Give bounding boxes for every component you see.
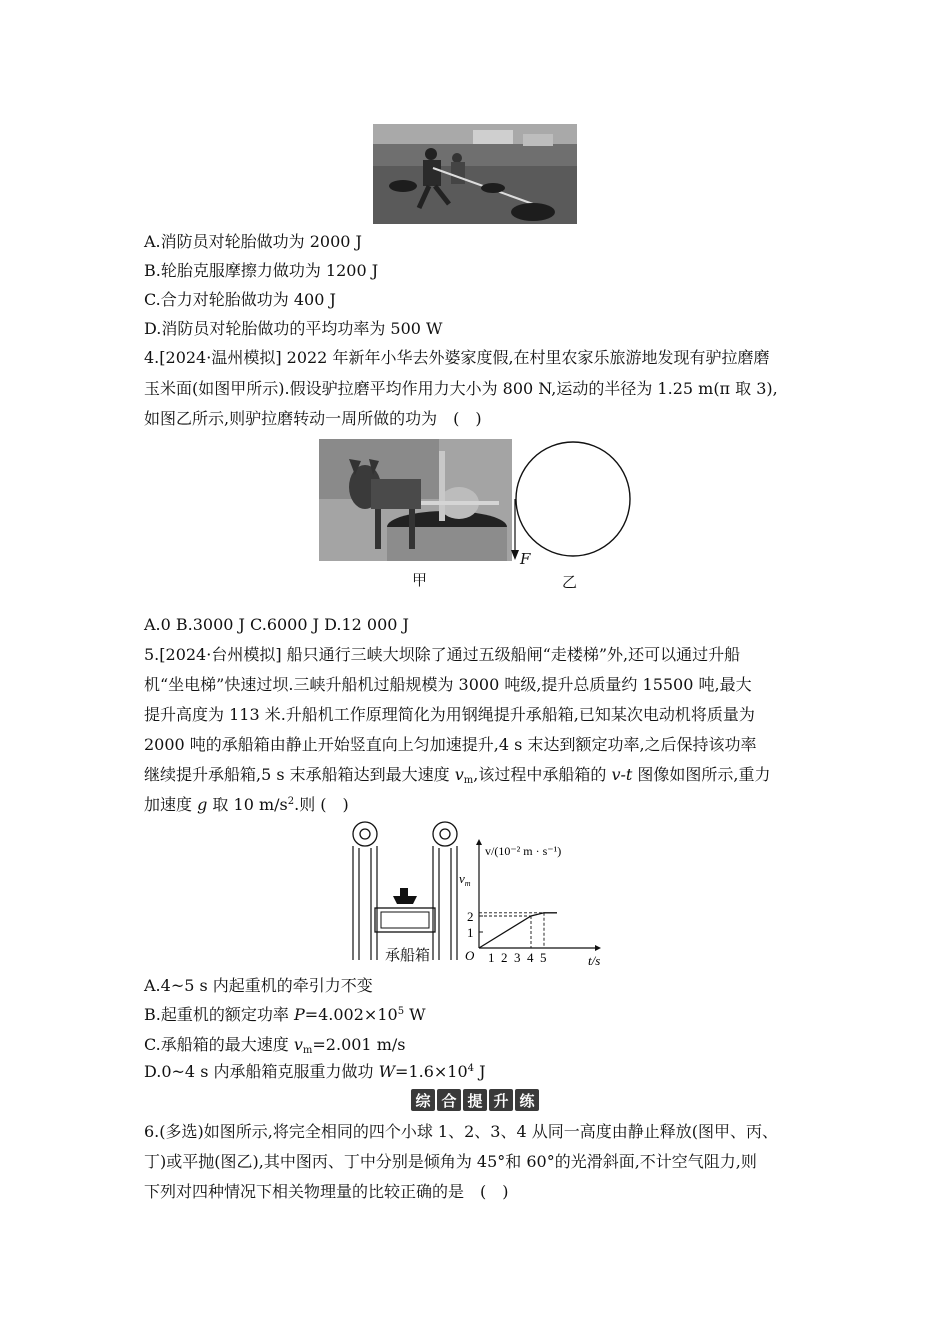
force-label: F xyxy=(520,550,531,568)
force-arrow-head xyxy=(511,550,519,560)
q5-line5-sub: m xyxy=(463,775,474,786)
figure-label-jia: 甲 xyxy=(412,571,428,589)
q5-text-line-4: 2000 吨的承船箱由静止开始竖直向上匀加速提升,4 s 末达到额定功率,之后保持该功率 xyxy=(144,735,757,754)
q5-option-c xyxy=(144,1035,405,1055)
q4-options: A.0 B.3000 J C.6000 J D.12 000 J xyxy=(144,615,409,634)
q5-option-d-var: W xyxy=(378,1062,396,1081)
q4-text-line-1: 4.[2024·温州模拟] 2022 年新年小华去外婆家度假,在村里农家乐旅游地发现有驴拉磨磨 xyxy=(144,348,770,367)
q5-option-d-unit: J xyxy=(474,1062,486,1081)
q5-text-line-3: 提升高度为 113 米.升船机工作原理简化为用钢绳提升承船箱,已知某次电动机将质量为 xyxy=(144,705,755,724)
q5-text-line-6 xyxy=(144,795,349,815)
q5-option-a: A.4~5 s 内起重机的牵引力不变 xyxy=(144,976,373,995)
q5-option-c-var: v xyxy=(293,1035,303,1054)
vm-label-v: v xyxy=(459,871,465,886)
firefighter-tire-photo xyxy=(373,124,577,224)
section-char-2: 合 xyxy=(437,1089,461,1111)
q3-option-d: D.消防员对轮胎做功的平均功率为 500 W xyxy=(144,319,443,338)
q6-text-line-2: 丁)或平抛(图乙),其中图丙、丁中分别是倾角为 45°和 60°的光滑斜面,不计空气阻力,则 xyxy=(144,1152,757,1171)
q4-text-line-3: 如图乙所示,则驴拉磨转动一周所做的功为 ( ) xyxy=(144,409,482,428)
vm-label xyxy=(459,871,471,888)
q4-text-line-2: 玉米面(如图甲所示).假设驴拉磨平均作用力大小为 800 N,运动的半径为 1.25 m(π 取 3), xyxy=(144,379,778,398)
q5-line6-mid: 取 10 m/s xyxy=(207,795,288,814)
q5-option-b-val: =4.002×10 xyxy=(304,1005,398,1024)
section-char-1: 综 xyxy=(411,1089,435,1111)
q5-line5-vt: v-t xyxy=(611,765,633,784)
q5-option-b-var: P xyxy=(293,1005,305,1024)
q5-option-d-sup: 4 xyxy=(467,1063,475,1074)
q5-option-c-pre: C.承船箱的最大速度 xyxy=(144,1035,294,1054)
q5-line6-g: g xyxy=(197,795,208,814)
circle-diagram xyxy=(505,428,640,568)
q5-line6-sup: 2 xyxy=(287,796,295,807)
origin-label: O xyxy=(465,948,475,963)
q6-text-line-3: 下列对四种情况下相关物理量的比较正确的是 ( ) xyxy=(144,1182,509,1201)
x-tick-label: 3 xyxy=(514,950,521,965)
q5-line6-pre: 加速度 xyxy=(144,795,198,814)
section-char-5: 练 xyxy=(515,1089,539,1111)
vm-label-sub: m xyxy=(464,879,471,888)
q5-line5-mid: ,该过程中承船箱的 xyxy=(473,765,612,784)
x-tick-label: 5 xyxy=(540,950,547,965)
q5-option-b-unit: W xyxy=(404,1005,426,1024)
q5-option-d-pre: D.0~4 s 内承船箱克服重力做功 xyxy=(144,1062,379,1081)
q3-option-c: C.合力对轮胎做功为 400 J xyxy=(144,290,336,309)
motion-circle xyxy=(516,442,630,556)
q5-line5-post: 图像如图所示,重力 xyxy=(632,765,771,784)
q6-text-line-1: 6.(多选)如图所示,将完全相同的四个小球 1、2、3、4 从同一高度由静止释放(图甲、丙、 xyxy=(144,1122,778,1141)
q3-option-a: A.消防员对轮胎做功为 2000 J xyxy=(144,232,362,251)
donkey-mill-photo xyxy=(319,439,512,561)
q5-line5-pre: 继续提升承船箱,5 s 末承船箱达到最大速度 xyxy=(144,765,455,784)
box-label: 承船箱 xyxy=(385,946,431,964)
x-axis-label: t/s xyxy=(588,953,601,968)
section-char-3: 提 xyxy=(463,1089,487,1111)
y-axis-arrow xyxy=(476,839,482,845)
q5-text-line-2: 机“坐电梯”快速过坝.三峡升船机过船规模为 3000 吨级,提升总质量约 15500 吨,最大 xyxy=(144,675,752,694)
q5-option-b-pre: B.起重机的额定功率 xyxy=(144,1005,294,1024)
section-banner xyxy=(411,1089,539,1111)
q3-option-b: B.轮胎克服摩擦力做功为 1200 J xyxy=(144,261,379,280)
section-char-4: 升 xyxy=(489,1089,513,1111)
vt-chart xyxy=(455,835,615,970)
y-tick-label: 1 xyxy=(467,925,474,940)
x-tick-label: 2 xyxy=(501,950,508,965)
q5-option-d-val: =1.6×10 xyxy=(395,1062,468,1081)
x-tick-label: 4 xyxy=(527,950,534,965)
q5-line6-post: .则 ( ) xyxy=(294,795,349,814)
q5-text-line-1: 5.[2024·台州模拟] 船只通行三峡大坝除了通过五级船闸“走楼梯”外,还可以通过升船 xyxy=(144,645,741,664)
x-axis-arrow xyxy=(595,945,601,951)
q5-option-c-sub: m xyxy=(302,1045,313,1056)
q5-option-b-sup: 5 xyxy=(397,1006,405,1017)
x-tick-label: 1 xyxy=(488,950,495,965)
y-tick-label: 2 xyxy=(467,909,474,924)
q5-option-d xyxy=(144,1062,486,1082)
figure-label-yi: 乙 xyxy=(562,573,578,591)
q5-option-b xyxy=(144,1005,426,1025)
q5-option-c-val: =2.001 m/s xyxy=(312,1035,406,1054)
q5-text-line-5 xyxy=(144,765,771,785)
velocity-series-line xyxy=(479,913,557,948)
y-axis-label: v/(10⁻² m · s⁻¹) xyxy=(485,844,562,858)
q5-line5-v: v xyxy=(454,765,464,784)
